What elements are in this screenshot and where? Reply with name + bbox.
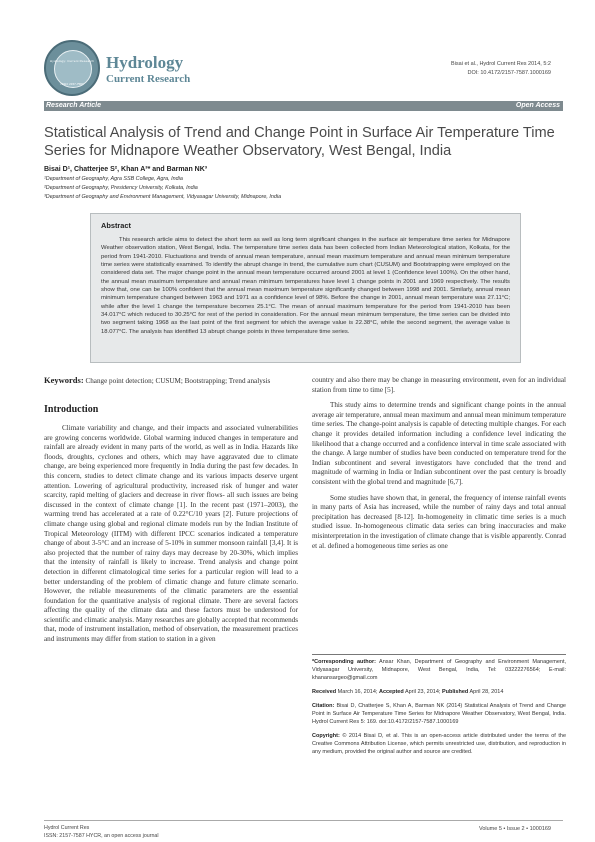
published-date: April 28, 2014 xyxy=(468,689,504,695)
doi-line: DOI: 10.4172/2157-7587.1000169 xyxy=(467,70,551,76)
citation-label: Citation: xyxy=(312,703,335,709)
intro-paragraph-4: Some studies have shown that, in general, the frequency of intense rainfall events in many parts of Asia has increased, while the number of rainy days and total annual precipitation has decreased [8-12]. In-homogeneity in climatic time series is a much studied issue. In-homogeneous climatic data series can bring inaccuracies and make misinterpretation in the investigation of climate change that is visible apparently. Conrad et al. defined a homogeneous time series as one xyxy=(312,493,566,550)
journal-subtitle: Current Research xyxy=(106,73,191,85)
intro-paragraph-2: country and also there may be change in measuring environment, even for an individual station from time to time [5]. xyxy=(312,376,566,394)
open-access-label: Open Access xyxy=(515,102,560,109)
citation-header xyxy=(451,60,551,78)
affiliation-3: ³Department of Geography and Environment Management, Vidyasagar University, Midnapore, India xyxy=(44,194,282,200)
abstract-text: This research article aims to detect the short term as well as long term significant changes in the surface air temperature time series for Midnapore Weather observation station, West Bengal, India. The temperature time series data has been collected from Indian Meteorological station, Kolkata, for the period from 1941-2010. Fluctuations and trends of annual mean temperature, annual mean maximum temperature and annual mean minimum temperature time series were statistically examined. To identify the abrupt change in trend, the cumulative sum chart (CUSUM) and Bootstrapping were employed on the considered data set. The major change point in the annual mean temperature occurred around 2001 at level 1 (Confidence level 100%). On the other hand, the annual mean maximum temperature and annual mean minimum temperatures have level 1 change points in 2001 and 1969 respectively. The results show that, one can be 100% confident that the annual mean maximum temperature significantly changed between 1998 and 2001. Similarly, annual mean minimum temperature changed between 1963 and 1971 as a confidence level of 98%. Before the change in 2001, annual mean temperature was 27.11°C; while after the level 1 change the temperature becomes 25.1°C. The mean of annual maximum temperature for the period from 1941-2010 has been 34.017°C which reduced to 30.25°C for rest of the period in consideration. For the annual mean minimum temperature, the time series can be divided into two segment taking 1968 as the last point of the first segment for which the average value is 22.38°C, while the second segment, the average value is 18.077°C. The analysis has identified 13 abrupt change points in three temperature time series. xyxy=(101,237,510,335)
journal-title: Hydrology xyxy=(106,53,184,72)
author-list: Bisai D¹, Chatterjee S², Khan A³* and Barman NK³ xyxy=(44,166,208,173)
footer-divider xyxy=(44,820,563,821)
citation-text: Bisai D, Chatterjee S, Khan A, Barman NK (2014) Statistical Analysis of Trend and Change Point in Surface Air Temperature Time Series for Midnapore Weather Observatory, West Bengal, India. Hydrol Current Res 5: 169. doi:10.4172/2157-7587.1000169 xyxy=(312,703,566,725)
footer-issn: ISSN: 2157-7587 HYCR, an open access journal xyxy=(44,833,159,840)
abstract-heading: Abstract xyxy=(101,221,131,230)
corresponding-text: Ansar Khan, Department of Geography and Environment Management, Vidyasagar University, Midnapore, West Bengal, India, Tel: 03222276564; E-mail: xyxy=(312,659,566,673)
corresponding-author xyxy=(312,658,566,682)
affiliation-2: ²Department of Geography, Presidency University, Kolkata, India xyxy=(44,185,198,191)
keywords-block xyxy=(44,376,298,387)
footer-left xyxy=(44,824,159,841)
article-type-band xyxy=(44,101,563,111)
citation-line: Bisai et al., Hydrol Current Res 2014, 5:2 xyxy=(451,61,551,67)
received-label: Received xyxy=(312,689,337,695)
copyright-label: Copyright: xyxy=(312,733,340,739)
published-label: Published xyxy=(441,689,469,695)
intro-paragraph-3: This study aims to determine trends and significant change points in the annual average air temperature, annual mean maximum and annual mean minimum temperature time series. The change-point analysis is capable of detecting multiple changes. For each change it provides detailed information including a confidence level indicating the likelihood that a change occurred and a confidence interval in time scale associated with the change. A large number of studies have been conducted on temperature trend for the Indian subcontinent and several investigators have concluded that the trend and magnitude of warming in India or Indian subcontinent over the past century is broadly consistent with the global trend and magnitude [6,7]. xyxy=(312,401,566,486)
abstract-box xyxy=(90,213,521,363)
intro-left-column xyxy=(44,424,298,645)
citation-block xyxy=(312,702,566,726)
seal-issn: ISSN: 2157-7587 xyxy=(60,82,84,86)
received-date: March 16, 2014; xyxy=(336,689,379,695)
footer-journal: Hydrol Current Res xyxy=(44,825,90,831)
introduction-heading: Introduction xyxy=(44,404,99,415)
affiliation-1: ¹Department of Geography, Agra SSB College, Agra, India xyxy=(44,176,183,182)
paper-title: Statistical Analysis of Trend and Change Point in Surface Air Temperature Time Series for Midnapore Weather Observatory, West Bengal, India xyxy=(44,125,555,159)
copyright-block xyxy=(312,732,566,756)
intro-right-column xyxy=(312,376,566,551)
copyright-text: © 2014 Bisai D, et al. This is an open-access article distributed under the terms of the Creative Commons Attribution License, which permits unrestricted use, distribution, and reproduction in any medium, provided the original author and source are credited. xyxy=(312,733,566,755)
accepted-date: April 23, 2014; xyxy=(403,689,442,695)
keywords-label: Keywords: xyxy=(44,375,84,385)
seal-ring-text: Hydrology: Current Research xyxy=(49,59,95,63)
accepted-label: Accepted xyxy=(378,689,404,695)
article-type-label: Research Article xyxy=(46,102,101,109)
footer-volume: Volume 5 • Issue 2 • 1000169 xyxy=(478,826,551,832)
intro-paragraph-1: Climate variability and change, and their impacts and associated vulnerabilities are growing concerns worldwide. Global warming induced changes in temperature and rainfall are already evident in many parts of the world, as well as in India. Hazards like floods, droughts, cyclones and others, which may have aggravated due to climate change, are being experienced more frequently in India during the past few decades. In this concern, studies to detect climate change and its various impacts deserve urgent attention. Lowering of agricultural productivity, increased risk of hunger and water scarcity, rapid melting of glaciers and decrease in river flows- all such issues are being discussed in the context of climate change [1]. In the recent past (1971–2003), the warming trend has accelerated at a rate of 0.22°C/10 years [2]. Future projections of climate change using global and regional climate models run by the Indian Institute of Tropical Meteorology (IITM) with different IPCC scenarios indicated a temperature change of about 3-5°C and an increase of 5-10% in summer monsoon rainfall [3,4]. It is also projected that the number of rainy days may decrease by 20-30%, which implies that the intensity of rainfall is likely to increase. Trend analysis and change point detection in different climatological time series for a particular region will lead to a better understanding of the problem of climatic change and future climate scenario. However, the reliable measurements of the climatic parameters are the essential foundation for the quantitative analysis of regional climate. There are several factors affecting the quality of the climate data and these factors must be understood for scientific and climatic analysis. Many researches are globally accepted that recommends that, mode of instrument installation, method of observation, the measurement practices and instruments may differ from station to station in a given xyxy=(44,424,298,644)
corresponding-label: *Corresponding author: xyxy=(312,659,376,665)
email-link[interactable]: khanansargeo@gmail.com xyxy=(312,675,378,681)
article-info xyxy=(312,658,566,756)
dates-line xyxy=(312,688,566,696)
keywords-text: Change point detection; CUSUM; Bootstrapping; Trend analysis xyxy=(83,377,271,385)
info-divider xyxy=(312,654,566,655)
journal-seal-logo xyxy=(44,40,100,96)
